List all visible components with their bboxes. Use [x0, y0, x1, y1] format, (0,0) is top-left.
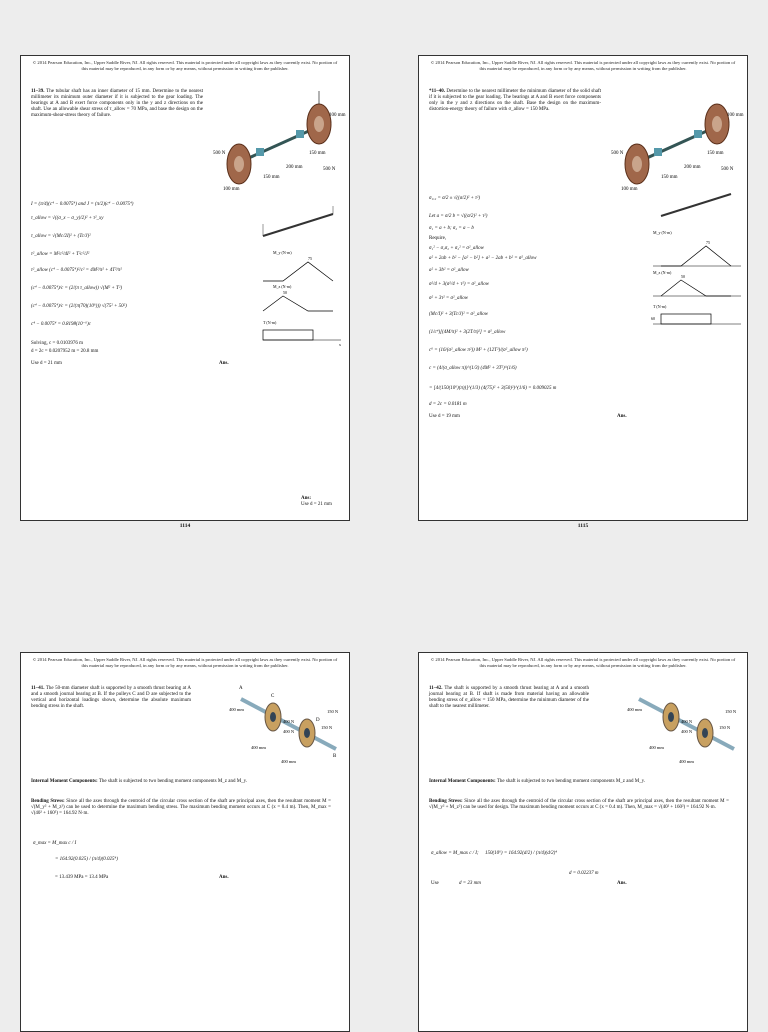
fig-label: 150 mm — [661, 175, 678, 180]
solving-line: Solving, c = 0.0103976 m — [31, 341, 83, 346]
problem-statement — [31, 686, 191, 710]
fig-label: 150 N — [725, 709, 737, 714]
diagram-label: M_y (N·m) — [653, 230, 672, 235]
fig-label: 400 N — [283, 729, 295, 734]
paragraph-title: Bending Stress: — [31, 799, 65, 804]
diagram-label: 75 — [308, 256, 312, 261]
equation: τ²_allow = M²c²/4I² + T²c²/J² — [31, 252, 90, 257]
paragraph-title: Internal Moment Components: — [429, 779, 496, 784]
equation: c⁴ − 0.0075⁴ = 0.8198(10⁻⁶)c — [31, 322, 91, 327]
fig-label: A — [239, 686, 243, 691]
paragraph-text: Since all the axes through the centroid of the circular cross section of the shaft are principal axes, then the resultant moment M = √(M_y² + M_z²) can be used for design. The maximum bending moment occurs at C (x = 0.4 m). Then, M_max = √(40² + 160²) = 164.92 N·m. — [429, 799, 729, 811]
answer-box — [301, 496, 332, 508]
shaft-pulley-figure — [619, 677, 744, 767]
problem-text: Determine to the nearest millimeter the minimum diameter of the solid shaft if it is subjected to the gear loading. The bearings at A and B exert force components only in the y and z directions on the shaft. Base the design on the maximum-distortion-energy theory of failure with σ_allow = 150 MPa. — [429, 89, 601, 113]
answer-marker: Ans. — [219, 361, 229, 366]
use-line: Use d = 21 mm — [31, 361, 62, 366]
fig-label: D — [316, 718, 320, 723]
diagram-label: 50 — [283, 290, 287, 295]
diagram-label: 50 — [681, 274, 685, 279]
equation: I = (π/4)(c⁴ − 0.0075⁴) and J = (π/2)(c⁴ − 0.0075⁴) — [31, 202, 134, 207]
fig-label: 150 mm — [309, 151, 326, 156]
fig-label: 400 mm — [649, 745, 664, 750]
fig-label: B — [333, 754, 337, 759]
fig-label: 400 mm — [679, 759, 694, 764]
equation: Require, — [429, 236, 447, 241]
equation: a² + 3b² = σ²_allow — [429, 268, 469, 273]
fig-label: 150 mm — [707, 151, 724, 156]
diagram-label: M_z (N·m) — [653, 270, 672, 275]
paragraph-text: The shaft is subjected to two bending moment components M_z and M_y. — [98, 779, 248, 784]
fig-label: 400 mm — [251, 745, 266, 750]
answer-marker: Ans. — [617, 414, 627, 419]
fig-label: 500 N — [611, 151, 624, 156]
page-1115 — [418, 55, 748, 521]
answer-box-title: Ans: — [301, 496, 312, 501]
equation: τ²_allow (c⁴ − 0.0075⁴)²/c² = 4M²/π² + 4T²/π² — [31, 268, 122, 273]
internal-moment-paragraph — [429, 779, 729, 785]
page-problem-11-42 — [418, 652, 748, 1032]
page-1114 — [20, 55, 350, 521]
problem-text: The tubular shaft has an inner diameter of 15 mm. Determine to the nearest millimeter its minimum outer diameter if it is subjected to the gear loading. The bearings at A and B exert force components only in the y and z directions on the shaft. Use an allowable shear stress of τ_allow = 70 MPa, and base the design on the maximum-shear-stress theory of failure. — [31, 89, 203, 119]
paragraph-title: Internal Moment Components: — [31, 779, 98, 784]
diagram-label: T (N·m) — [653, 304, 667, 309]
equation: Let a = σ/2 b = √((σ/2)² + τ²) — [429, 214, 488, 219]
page-problem-11-41 — [20, 652, 350, 1032]
equation: (Mc/I)² + 3(Tc/J)² = σ²_allow — [429, 312, 489, 317]
problem-text: The shaft is supported by a smooth thrust bearing at A and a smooth journal bearing at B. If shaft is made from material having an allowable bending stress of σ_allow = 150 MPa, determine the minimum diameter of the shaft to the nearest millimeter. — [429, 686, 590, 710]
copyright-notice: © 2014 Pearson Education, Inc., Upper Saddle River, NJ. All rights reserved. This material is protected under all copyright laws as they currently exist. No portion of this material may be reproduced, in any form or by any means, without permission in writing from the publisher. — [32, 60, 338, 71]
copyright-notice: © 2014 Pearson Education, Inc., Upper Saddle River, NJ. All rights reserved. This material is protected under all copyright laws as they currently exist. No portion of this material may be reproduced, in any form or by any means, without permission in writing from the publisher. — [430, 60, 736, 71]
bending-stress-paragraph — [429, 799, 729, 811]
equation: a² + 2ab + b² − [a² − b²] + a² − 2ab + b² = σ²_allow — [429, 256, 537, 261]
gear-shaft-figure — [211, 86, 349, 196]
fig-label: 150 N — [327, 709, 339, 714]
equation: σ²/4 + 3(σ²/4 + τ²) = σ²_allow — [429, 282, 490, 287]
fig-label: 400 mm — [229, 707, 244, 712]
fig-label: 100 mm — [727, 113, 744, 118]
problem-statement — [429, 686, 589, 710]
fig-label: 400 N — [681, 719, 693, 724]
problem-number: 11–39. — [31, 89, 45, 94]
fig-label: 500 N — [213, 151, 226, 156]
equation: (1/c⁴)[(4M/π)² + 3(2T/π)²] = σ²_allow — [429, 330, 506, 335]
equation: (c⁴ − 0.0075⁴)/c = (2/(π τ_allow)) √(M² + T²) — [31, 286, 122, 291]
problem-number: 11–42. — [429, 686, 443, 691]
fig-label: 400 mm — [281, 759, 296, 764]
equation: σ₁ = a + b; σ₂ = a − b — [429, 226, 474, 231]
problem-statement — [429, 89, 601, 113]
copyright-notice: © 2014 Pearson Education, Inc., Upper Saddle River, NJ. All rights reserved. This material is protected under all copyright laws as they currently exist. No portion of this material may be reproduced, in any form or by any means, without permission in writing from the publisher. — [32, 657, 338, 668]
fig-label: 500 N — [323, 167, 336, 172]
diagram-label: T (N·m) — [263, 320, 277, 325]
equation: = [4/(150(10⁶)(π))]^(1/3) (4(75)² + 3(50)²)^(1/6) = 0.009025 m — [429, 386, 557, 391]
page-number: 1115 — [577, 523, 589, 529]
equation: σ² + 3τ² = σ²_allow — [429, 296, 469, 301]
fig-label: C — [271, 694, 275, 699]
fig-label: 150 N — [719, 725, 731, 730]
fig-label: 100 mm — [329, 113, 346, 118]
fig-label: 150 N — [321, 725, 333, 730]
equation: = 164.92(0.025) / (π/4)(0.025⁴) — [55, 857, 118, 862]
use-value: d = 23 mm — [459, 881, 481, 886]
fig-label: 200 mm — [286, 165, 303, 170]
diagram-label: 75 — [706, 240, 710, 245]
paragraph-text: The shaft is subjected to two bending moment components M_z and M_y. — [496, 779, 646, 784]
fig-label: 150 mm — [263, 175, 280, 180]
fig-label: 400 mm — [627, 707, 642, 712]
paragraph-title: Bending Stress: — [429, 799, 463, 804]
gear-shaft-figure — [609, 86, 747, 196]
equation: σ₁,₂ = σ/2 ± √((σ/2)² + τ²) — [429, 196, 481, 201]
copyright-notice: © 2014 Pearson Education, Inc., Upper Saddle River, NJ. All rights reserved. This material is protected under all copyright laws as they currently exist. No portion of this material may be reproduced, in any form or by any means, without permission in writing from the publisher. — [430, 657, 736, 668]
problem-number: *11–40. — [429, 89, 445, 94]
moment-torque-diagrams — [651, 186, 745, 346]
shaft-pulley-figure — [221, 677, 346, 767]
equation: c = (4/(σ_allow π))^(1/3) (4M² + 3T²)^(1/6) — [429, 366, 517, 371]
equation: c⁶ = (16/(σ²_allow π²)) M² + (12T²)/(σ²_allow π²) — [429, 348, 528, 353]
answer-marker: Ans. — [219, 875, 229, 880]
answer-box-value: Use d = 21 mm — [301, 502, 332, 507]
diagram-label: x — [339, 342, 341, 347]
page-number: 1114 — [179, 523, 191, 529]
bending-stress-paragraph — [31, 799, 331, 818]
paragraph-text: Since all the axes through the centroid of the circular cross section of the shaft are principal axes, then the resultant moment M = √(M_y² + M_z²) can be used to determine the maximum bending stress. The maximum bending moment occurs at C (x = 0.4 m). Then, M_max = √(40² + 160²) = 164.92 N·m. — [31, 799, 331, 817]
answer-marker: Ans. — [617, 881, 627, 886]
equation: σ₁² − σ₁σ₂ + σ₂² = σ²_allow — [429, 246, 485, 251]
problem-statement — [31, 89, 203, 119]
fig-label: 400 N — [283, 719, 295, 724]
equation: 150(10⁶) = 164.92(d/2) / (π/4)(d/2)⁴ — [485, 851, 557, 856]
use-label: Use — [431, 881, 439, 886]
use-line: Use d = 19 mm — [429, 414, 460, 419]
equation: d = 0.02237 m — [569, 871, 599, 876]
fig-label: 500 N — [721, 167, 734, 172]
equation: σ_max = M_max c / I — [33, 841, 77, 846]
equation: = 13.439 MPa = 13.4 MPa — [55, 875, 109, 880]
equation: d = 2c = 0.0181 m — [429, 402, 467, 407]
problem-number: 11–41. — [31, 686, 45, 691]
fig-label: 100 mm — [621, 187, 638, 192]
fig-label: 200 mm — [684, 165, 701, 170]
diagram-label: M_z (N·m) — [273, 284, 292, 289]
diameter-line: d = 2c = 0.0207952 m = 20.8 mm — [31, 349, 99, 354]
equation: τ_allow = √(Mc/2I)² + (Tc/J)² — [31, 234, 91, 239]
moment-torque-diagrams — [253, 206, 347, 366]
equation: (c⁴ − 0.0075⁴)/c = (2/(π(70)(10⁶))) √(75² + 50²) — [31, 304, 127, 309]
fig-label: 400 N — [681, 729, 693, 734]
equation: σ_allow = M_max c / I; — [431, 851, 479, 856]
problem-text: The 50-mm diameter shaft is supported by a smooth thrust bearing at A and a smooth journal bearing at B. If the pulleys C and D are subjected to the vertical and horizontal loadings shown, determine the absolute maximum bending stress in the shaft. — [31, 686, 191, 710]
internal-moment-paragraph — [31, 779, 331, 785]
diagram-label: 60 — [651, 316, 655, 321]
equation: τ_allow = √((σ_x − σ_y)/2)² + τ²_xy — [31, 216, 104, 221]
diagram-label: M_y (N·m) — [273, 250, 292, 255]
fig-label: 100 mm — [223, 187, 240, 192]
